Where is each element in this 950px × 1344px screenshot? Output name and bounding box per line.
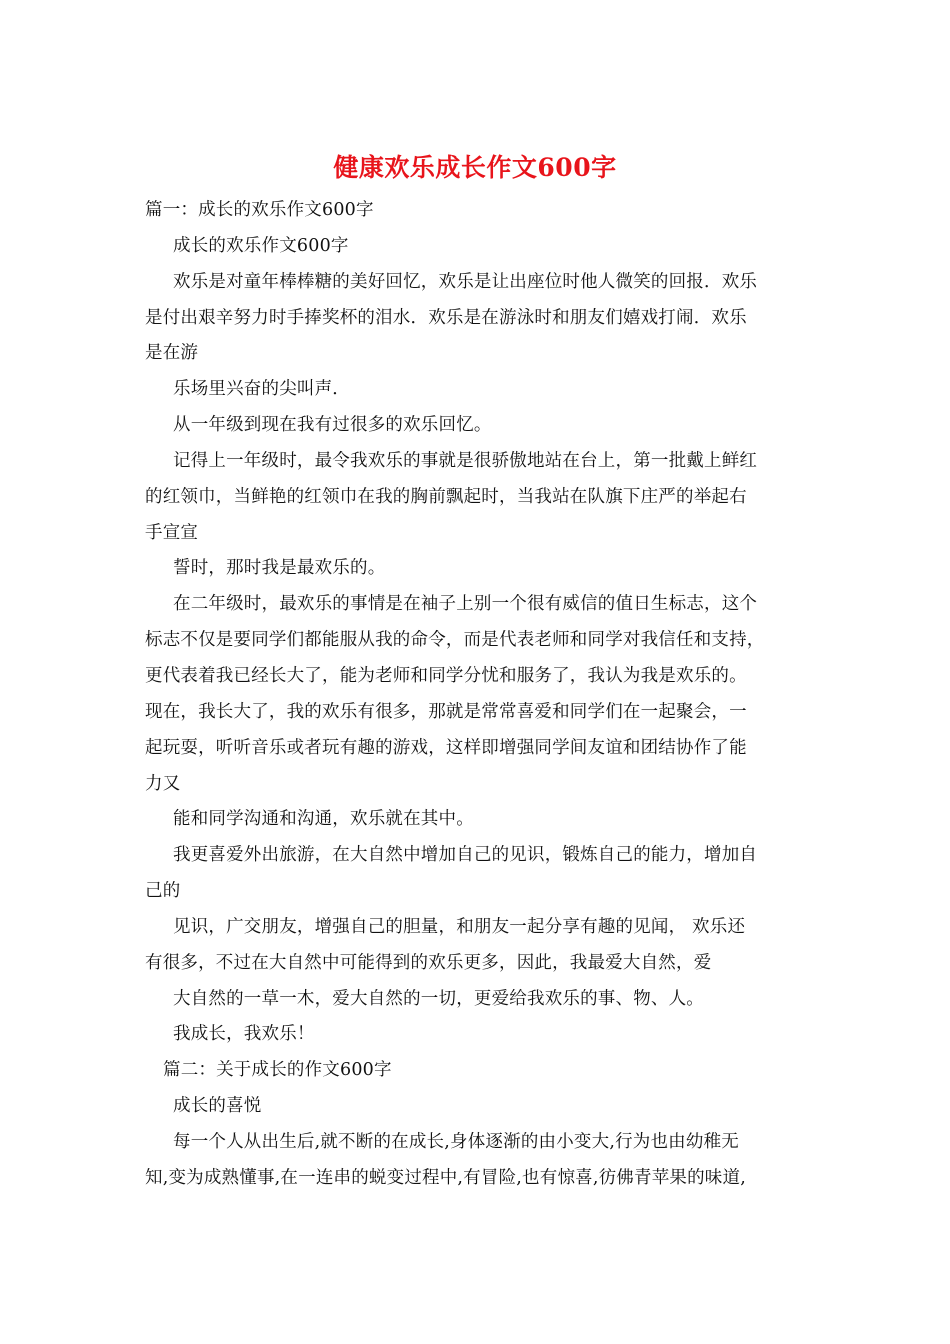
paragraph-line: 起玩耍，听听音乐或者玩有趣的游戏，这样即增强同学间友谊和团结协作了能 [145,737,747,758]
paragraph-line: 大自然的一草一木，爱大自然的一切，更爱给我欢乐的事、物、人。 [173,988,704,1009]
paragraph-line: 在二年级时，最欢乐的事情是在袖子上别一个很有威信的值日生标志，这个 [173,594,758,615]
paragraph-line: 知,变为成熟懂事,在一连串的蜕变过程中,有冒险,也有惊喜,彷佛青苹果的味道, [145,1167,746,1188]
paragraph-line: 力又 [145,773,181,794]
paragraph-line: 是付出艰辛努力时手捧奖杯的泪水．欢乐是在游泳时和朋友们嬉戏打闹．欢乐 [145,307,747,328]
paragraph-line: 标志不仅是要同学们都能服从我的命令，而是代表老师和同学对我信任和支持， [145,630,765,651]
paragraph-line: 每一个人从出生后,就不断的在成长,身体逐渐的由小变大,行为也由幼稚无 [173,1131,739,1152]
paragraph-line: 现在，我长大了，我的欢乐有很多，那就是常常喜爱和同学们在一起聚会，一 [145,701,747,722]
document-body [145,193,825,1197]
paragraph-line: 从一年级到现在我有过很多的欢乐回忆。 [173,415,492,436]
paragraph-line: 的红领巾，当鲜艳的红领巾在我的胸前飘起时，当我站在队旗下庄严的举起右 [145,486,747,507]
section-heading-2: 篇二：关于成长的作文600字 [163,1060,392,1081]
paragraph-line: 手宣宣 [145,522,199,543]
paragraph-line: 己的 [145,881,181,902]
paragraph-line: 我成长，我欢乐！ [173,1024,315,1045]
paragraph-line: 能和同学沟通和沟通，欢乐就在其中。 [173,809,474,830]
paragraph-line: 誓时，那时我是最欢乐的。 [173,558,386,579]
document-title: 健康欢乐成长作文600字 [333,153,617,182]
paragraph-line: 有很多，不过在大自然中可能得到的欢乐更多，因此，我最爱大自然，爱 [145,952,712,973]
paragraph-line: 乐场里兴奋的尖叫声． [173,379,350,400]
paragraph-line: 我更喜爱外出旅游，在大自然中增加自己的见识，锻炼自己的能力，增加自 [173,845,758,866]
essay-title-1: 成长的欢乐作文600字 [173,235,349,256]
paragraph-line: 是在游 [145,343,199,364]
essay-title-2: 成长的喜悦 [173,1096,262,1117]
section-heading-1: 篇一：成长的欢乐作文600字 [145,200,374,220]
paragraph-line: 记得上一年级时，最令我欢乐的事就是很骄傲地站在台上，第一批戴上鲜红 [173,450,758,471]
paragraph-line: 见识，广交朋友，增强自己的胆量，和朋友一起分享有趣的见闻， 欢乐还 [173,916,746,937]
paragraph-line: 欢乐是对童年棒棒糖的美好回忆，欢乐是让出座位时他人微笑的回报．欢乐 [173,271,758,292]
paragraph-line: 更代表着我已经长大了，能为老师和同学分忧和服务了，我认为我是欢乐的。 [145,665,747,686]
